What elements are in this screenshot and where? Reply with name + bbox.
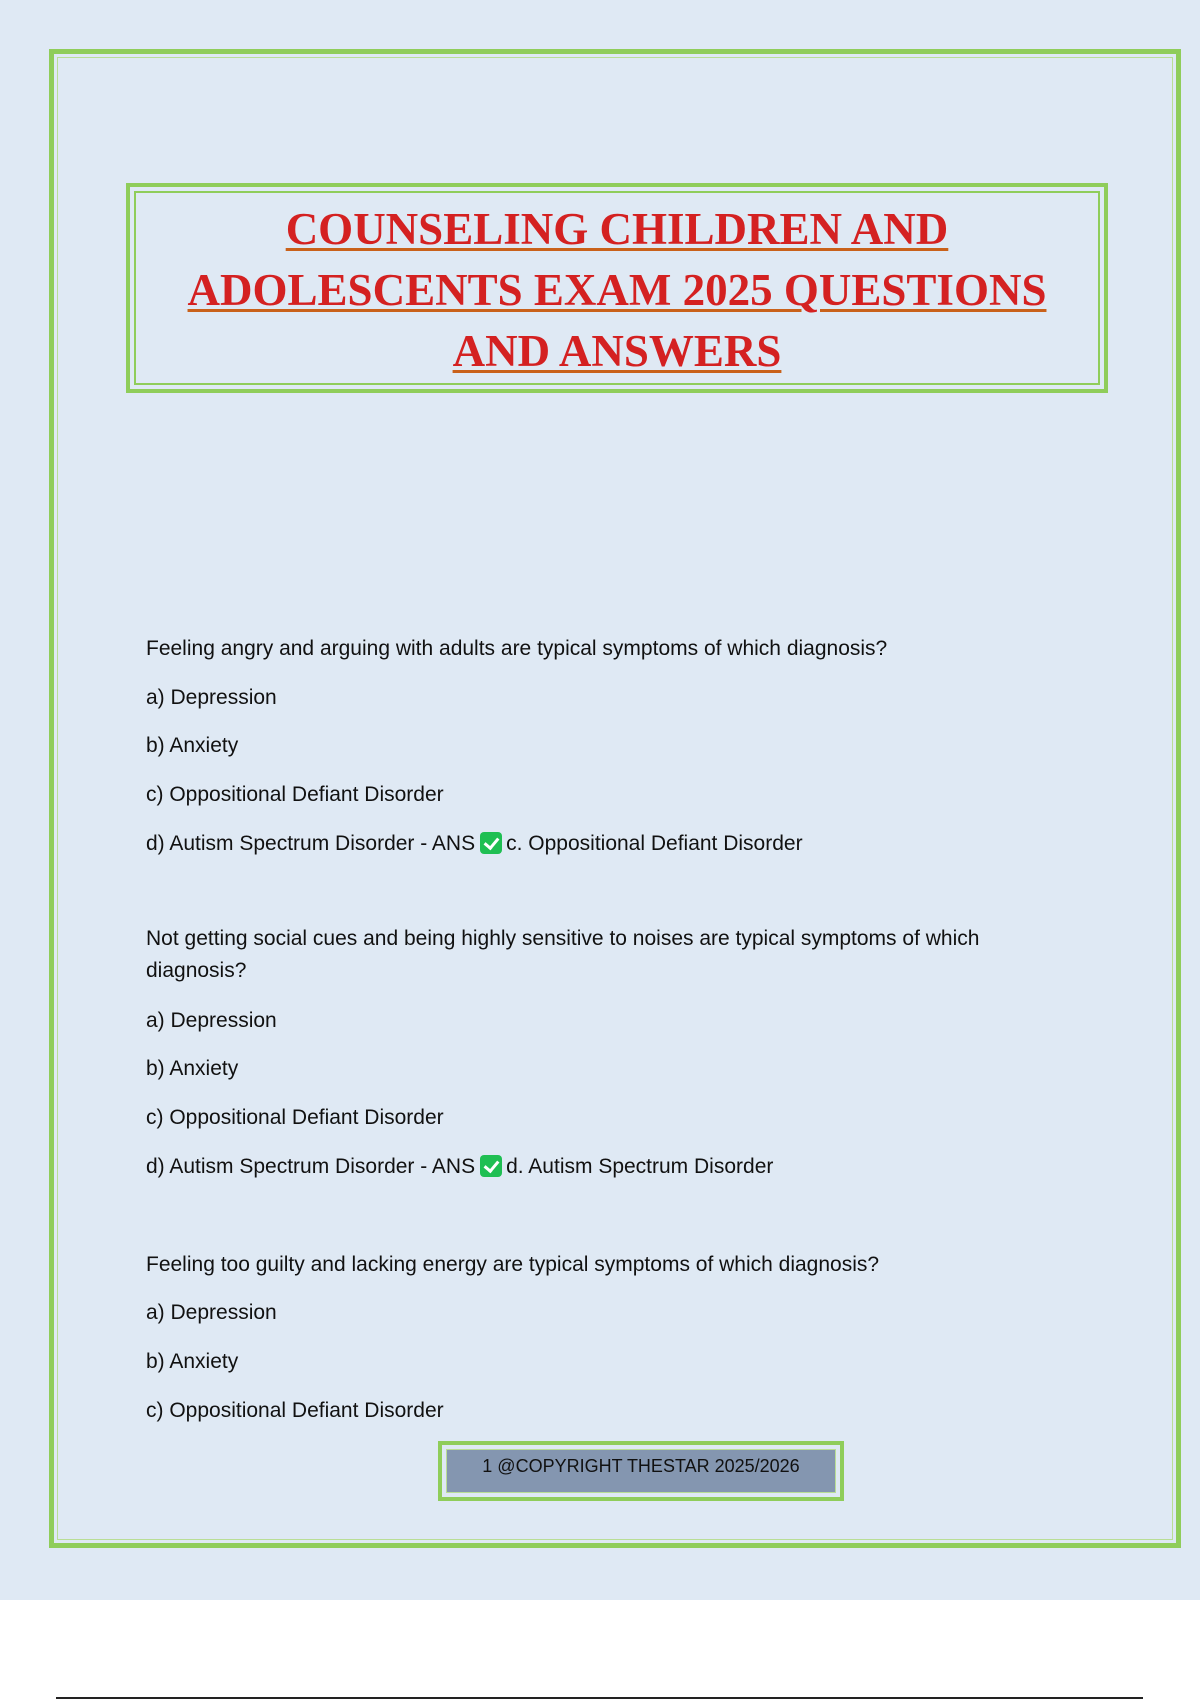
check-mark-icon [480,832,502,854]
question-1-answer: c. Oppositional Defiant Disorder [506,832,803,855]
question-1-prompt: Feeling angry and arguing with adults are typical symptoms of which diagnosis? [146,637,888,660]
question-3-option-b: b) Anxiety [146,1350,239,1373]
question-2-prompt: Not getting social cues and being highly sensitive to noises are typical symptoms of which diagnosis? [146,927,980,982]
check-mark-icon [480,1155,502,1177]
question-3-prompt: Feeling too guilty and lacking energy are typical symptoms of which diagnosis? [146,1253,880,1276]
question-1-option-d-answer [146,831,803,857]
question-2-option-d-answer [146,1154,773,1180]
title-line-2: ADOLESCENTS EXAM 2025 QUESTIONS [187,265,1047,315]
question-1-option-c: c) Oppositional Defiant Disorder [146,783,444,806]
bottom-divider [56,1697,1143,1699]
question-2-option-c: c) Oppositional Defiant Disorder [146,1106,444,1129]
question-3-option-a: a) Depression [146,1301,277,1324]
title-box [126,183,1108,393]
footer-banner [446,1449,836,1493]
question-2-answer: d. Autism Spectrum Disorder [506,1155,774,1178]
question-1-option-d: d) Autism Spectrum Disorder - ANS [146,832,476,855]
question-3-option-c: c) Oppositional Defiant Disorder [146,1399,444,1422]
title-line-3: AND ANSWERS [452,326,782,376]
question-1-option-b: b) Anxiety [146,734,239,757]
question-2-option-a: a) Depression [146,1009,277,1032]
footer-copyright: 1 @COPYRIGHT THESTAR 2025/2026 [482,1456,800,1476]
question-2-option-b: b) Anxiety [146,1057,239,1080]
question-1-option-a: a) Depression [146,686,277,709]
question-2-option-d: d) Autism Spectrum Disorder - ANS [146,1155,476,1178]
document-title [130,199,1104,382]
footer-box [438,1441,844,1501]
title-line-1: COUNSELING CHILDREN AND [285,204,949,254]
